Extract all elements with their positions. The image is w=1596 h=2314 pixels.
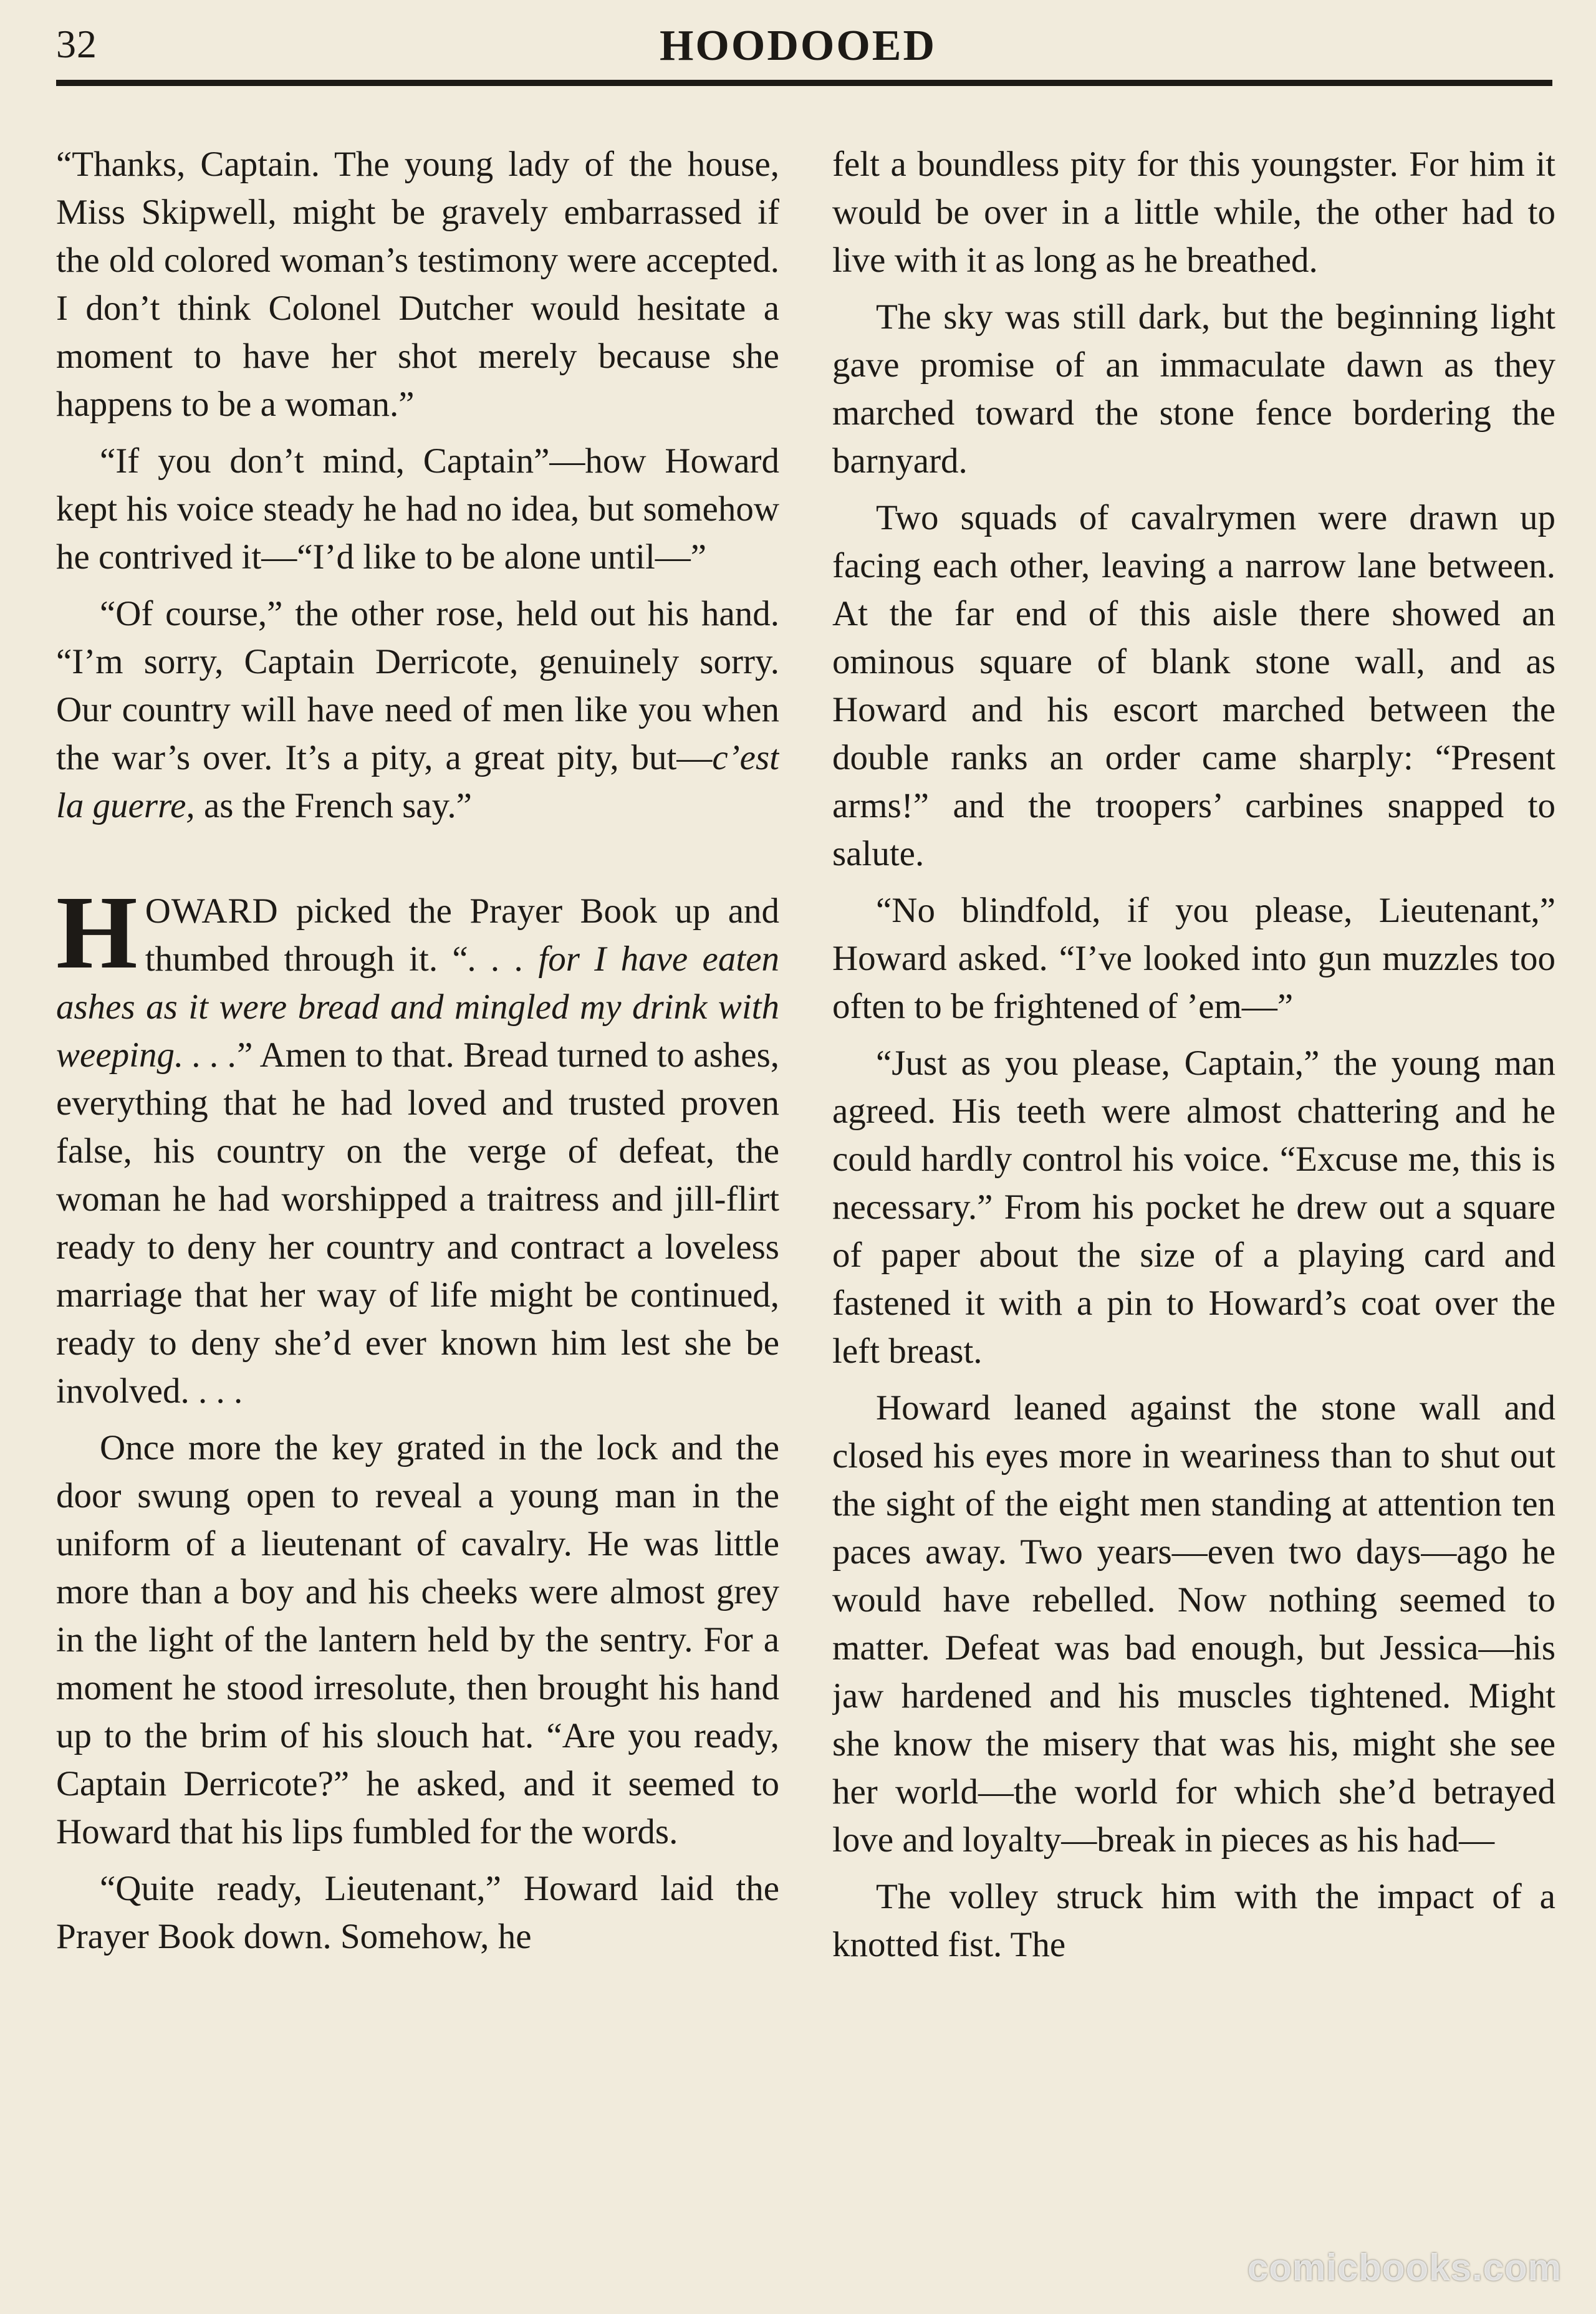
paragraph: felt a boundless pity for this youngster. For him it would be over in a little while, the other had to live with it as long as he breathed.: [832, 145, 1555, 280]
paragraph: “If you don’t mind, Captain”—how Howard kept his voice steady he had no idea, but somehow he contrived it—“I’d like to be alone until—”: [56, 441, 779, 577]
page-number: 32: [56, 22, 97, 66]
paragraph: “Quite ready, Lieutenant,” Howard laid the Prayer Book down. Somehow, he: [56, 1869, 779, 1956]
text-run: as the French say.”: [195, 786, 472, 825]
paragraph: “Thanks, Captain. The young lady of the house, Miss Skipwell, might be gravely embarrassed if the old colored woman’s testimony were accepted. I don’t think Colonel Dutcher would hesitate a moment to have her shot merely because she happens to be a woman.”: [56, 145, 779, 424]
left-column: [56, 140, 779, 2285]
text-run: “Of course,” the other rose, held out his hand. “I’m sorry, Captain Derricote, genuinely sorry. Our country will have need of men like you when the war’s over. It’s a pity, a great pity, but—: [56, 594, 779, 777]
paragraph: Two squads of cavalrymen were drawn up facing each other, leaving a narrow lane between. At the far end of this aisle there showed an ominous square of blank stone wall, and as Howard and his escort marched between the double ranks an order came sharply: “Present arms!” and the troopers’ carbines snapped to salute.: [832, 498, 1555, 873]
paragraph: “Just as you please, Captain,” the young man agreed. His teeth were almost chattering and he could hardly control his voice. “Excuse me, this is necessary.” From his pocket he drew out a square of paper about the size of a playing card and fastened it with a pin to Howard’s coat over the left breast.: [832, 1044, 1555, 1371]
small-caps-text: OWARD: [145, 891, 279, 931]
paragraph-dropcap: [56, 875, 779, 1415]
paragraph: Once more the key grated in the lock and the door swung open to reveal a young man in the uniform of a lieutenant of cavalry. He was little more than a boy and his cheeks were almost grey in the light of the lantern held by the sentry. For a moment he stood irresolute, then brought his hand up to the brim of his slouch hat. “Are you ready, Captain Derricote?” he asked, and it seemed to Howard that his lips fumbled for the words.: [56, 1428, 779, 1851]
text-run: picked the Prayer Book up and thumbed through it. “: [145, 891, 779, 979]
header-rule: [56, 80, 1552, 86]
text-run: ” Amen to that. Bread turned to ashes, everything that he had loved and trusted proven false, his country on the verge of defeat, the woman he had worshipped a traitress and jill-flirt ready to deny her country and contract a loveless marriage that her way of life might be continued, ready to deny she’d ever known him lest she be involved. . . .: [56, 1035, 779, 1411]
running-title: HOODOOED: [659, 22, 937, 70]
paragraph: The sky was still dark, but the beginning light gave promise of an immaculate dawn as they marched toward the stone fence bordering the barnyard.: [832, 297, 1555, 481]
paragraph: “No blindfold, if you please, Lieutenant,” Howard asked. “I’ve looked into gun muzzles too often to be frightened of ’em—”: [832, 891, 1555, 1026]
italic-text: c’est la guerre,: [56, 738, 779, 825]
paragraph: The volley struck him with the impact of a knotted fist. The: [832, 1877, 1555, 1964]
right-column: [832, 140, 1555, 2285]
paragraph: [56, 590, 779, 830]
paragraph: Howard leaned against the stone wall and closed his eyes more in weariness than to shut out the sight of the eight men standing at attention ten paces away. Two years—even two days—ago he would have rebelled. Now nothing seemed to matter. Defeat was bad enough, but Jessica—his jaw hardened and his muscles tightened. Might she know the misery that was his, might she see her world—the world for which she’d betrayed love and loyalty—break in pieces as his had—: [832, 1388, 1555, 1860]
italic-quote: . . . for I have eaten ashes as it were bread and mingled my drink with weeping. . . .: [56, 939, 779, 1075]
drop-cap: H: [56, 875, 138, 991]
page-header: [56, 19, 1540, 87]
watermark-logo: comicbooks.com: [1247, 2247, 1562, 2288]
